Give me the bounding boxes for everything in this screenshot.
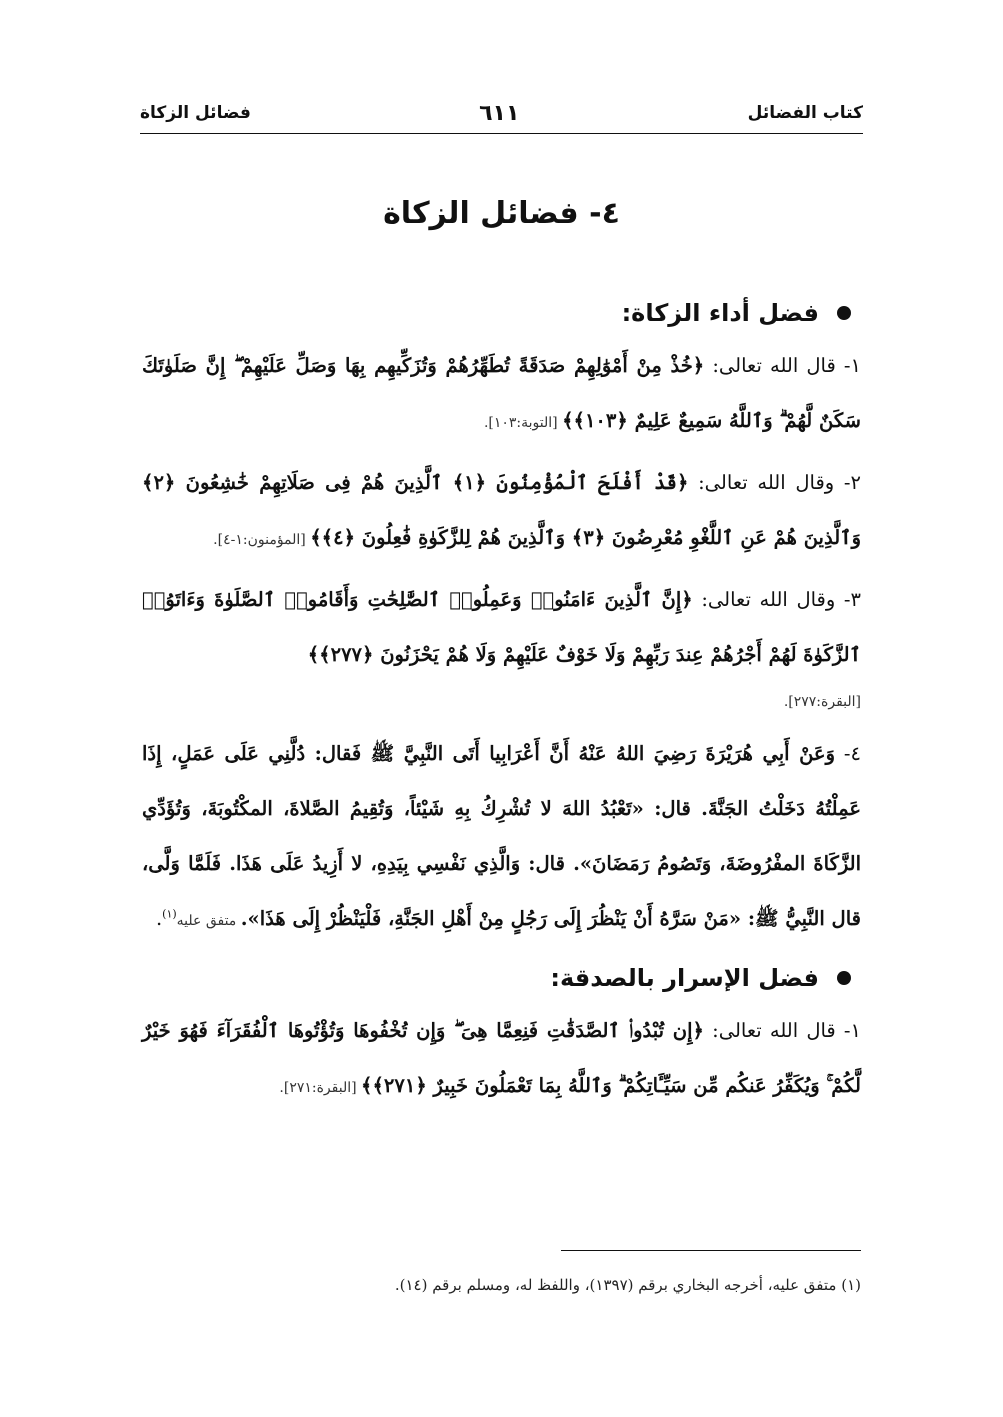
verse-reference: [المؤمنون:١-٤]. (213, 532, 311, 548)
hadith-text: وَعَنْ أَبِي هُرَيْرَةَ رَضِيَ اللهُ عَنْهُ أَنَّ أَعْرَابِيا أَتَى النَّبِيَّ ﷺ فَقال: دُلَّنِي عَلَى عَمَلٍ، إِذَا عَمِلْتُهُ دَخَلْتُ الجَنَّةَ. قال: «تَعْبُدُ اللهَ لا تُشْرِكُ بِهِ شَيْئاً، وَتُقِيمُ الصَّلاةَ، المكْتُوبَةَ، وَتُؤَدِّي الزَّكَاةَ المفْرُوضَةَ، وَتَصُومُ رَمَضَانَ». قال: وَالَّذِي نَفْسِي بِيَدِهِ، لا أَزِيدُ عَلَى هَذَا. فَلَمَّا وَلَّى، قال النَّبِيُّ ﷺ: «مَنْ سَرَّهُ أَنْ يَنْظُرَ إِلَى رَجُلٍ مِنْ أَهْلِ الجَنَّةِ، فَلْيَنْظُرْ إِلَى هَذَا». (142, 742, 861, 930)
quran-verse: ﴿إِنَّ ٱلَّذِينَ ءَامَنُوا۟ وَعَمِلُوا۟ ٱلصَّٰلِحَٰتِ وَأَقَامُوا۟ ٱلصَّلَوٰةَ وَءَاتَوُا۟ ٱلزَّكَوٰةَ لَهُمْ أَجْرُهُمْ عِندَ رَبِّهِمْ وَلَا خَوْفٌ عَلَيْهِمْ وَلَا هُمْ يَحْزَنُونَ ﴿٢٧٧﴾﴾ (142, 588, 861, 666)
main-content (142, 288, 861, 1120)
item-lead: ١- قال الله تعالى: (703, 1019, 862, 1042)
item-lead: ٢- وقال الله تعالى: (688, 471, 861, 494)
book-title: كتاب الفضائل (747, 103, 863, 123)
footnote-divider (561, 1250, 861, 1251)
bullet-icon (837, 971, 851, 985)
footnote-marker: (١) (162, 907, 177, 921)
header-divider (140, 133, 863, 134)
section-heading-text: فضل أداء الزكاة: (621, 298, 819, 327)
section-heading (142, 288, 851, 338)
footnote: (١) متفق عليه، أخرجه البخاري برقم (١٣٩٧)، واللفظ له، ومسلم برقم (١٤). (394, 1276, 861, 1294)
verse-item (142, 455, 861, 568)
quran-verse: ﴿قَدْ أَفْلَحَ ٱلْمُؤْمِنُونَ ﴿١﴾ ٱلَّذِينَ هُمْ فِى صَلَاتِهِمْ خَٰشِعُونَ ﴿٢﴾ وَٱلَّذِينَ هُمْ عَنِ ٱللَّغْوِ مُعْرِضُونَ ﴿٣﴾ وَٱلَّذِينَ هُمْ لِلزَّكَوٰةِ فَٰعِلُونَ ﴿٤﴾﴾ (142, 471, 861, 549)
verse-item (142, 1003, 861, 1116)
page-number: ٦١١ (479, 100, 520, 126)
verse-reference: [التوبة:١٠٣]. (483, 415, 563, 431)
item-lead: ١- قال الله تعالى: (704, 354, 862, 377)
hadith-item (142, 726, 861, 949)
verse-item (142, 572, 861, 722)
chapter-title: ٤- فضائل الزكاة (383, 196, 620, 231)
verse-reference: [البقرة:٢٧٧]. (783, 694, 861, 710)
quran-verse: ﴿خُذْ مِنْ أَمْوَٰلِهِمْ صَدَقَةً تُطَهِّرُهُمْ وَتُزَكِّيهِم بِهَا وَصَلِّ عَلَيْهِمْ ۖ إِنَّ صَلَوٰتَكَ سَكَنٌ لَّهُمْ ۗ وَٱللَّهُ سَمِيعٌ عَلِيمٌ ﴿١٠٣﴾﴾ (142, 354, 861, 432)
item-lead: ٤- (835, 742, 861, 765)
item-end: . (155, 907, 163, 930)
chapter-running-title: فضائل الزكاة (140, 103, 251, 123)
section-heading-text: فضل الإسرار بالصدقة: (550, 963, 819, 992)
running-header (140, 96, 863, 130)
bullet-icon (837, 306, 851, 320)
verse-reference: [البقرة:٢٧١]. (279, 1080, 362, 1096)
quran-verse: ﴿إِن تُبْدُوا۟ ٱلصَّدَقَٰتِ فَنِعِمَّا هِىَ ۖ وَإِن تُخْفُوهَا وَتُؤْتُوهَا ٱلْفُقَرَآءَ فَهُوَ خَيْرٌ لَّكُمْ ۚ وَيُكَفِّرُ عَنكُم مِّن سَيِّـَٔاتِكُمْ ۗ وَٱللَّهُ بِمَا تَعْمَلُونَ خَبِيرٌ ﴿٢٧١﴾﴾ (142, 1019, 861, 1097)
verse-item (142, 338, 861, 451)
section-heading (142, 953, 851, 1003)
item-lead: ٣- وقال الله تعالى: (692, 588, 861, 611)
hadith-attribution: متفق عليه (176, 913, 241, 929)
